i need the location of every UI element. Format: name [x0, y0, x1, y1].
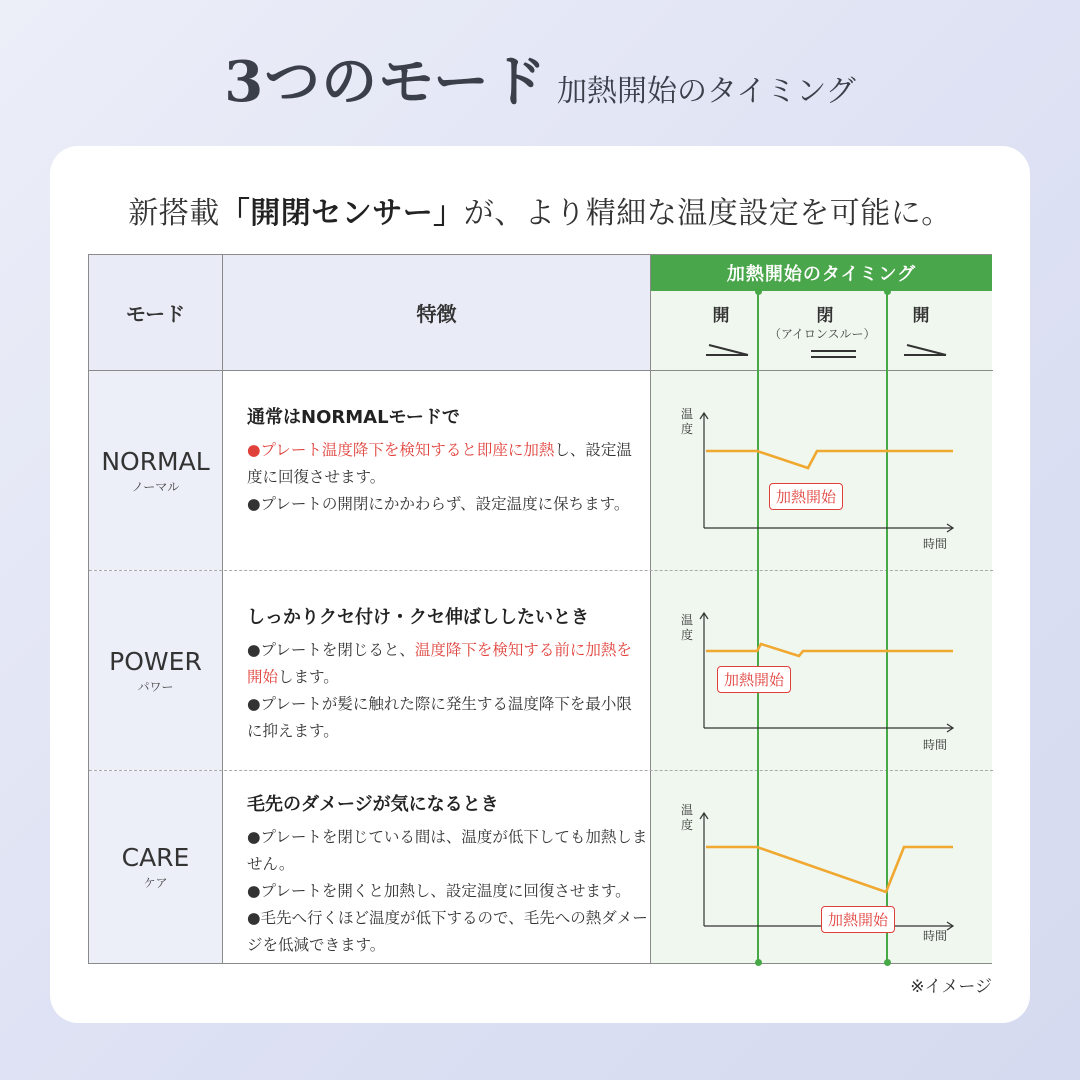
power-graph — [651, 571, 992, 770]
y-axis-label: 温度 — [681, 803, 694, 832]
header-mode: モード — [89, 255, 222, 370]
normal-description — [247, 403, 647, 518]
description-bullet: ●プレートを閉じている間は、温度が低下しても加熱しません。 — [247, 828, 648, 873]
tagline-post: が、より精細な温度設定を可能に。 — [463, 196, 952, 231]
mode-kana: ノーマル — [131, 479, 180, 494]
mode-power — [89, 571, 222, 770]
description-bullet — [247, 437, 647, 491]
description-title: 毛先のダメージが気になるとき — [247, 794, 499, 815]
mode-kana: ケア — [143, 876, 168, 890]
bullet-text: ●プレートを閉じると、 — [247, 641, 415, 659]
description-bullet: ●プレートを開くと加熱し、設定温度に回復させます。 — [247, 882, 631, 900]
bullet-text: し、設定温度に回復させます。 — [247, 441, 632, 486]
mode-care — [89, 771, 222, 963]
image-note: ※イメージ — [910, 977, 992, 997]
mode-table — [88, 254, 992, 964]
header-timing: 加熱開始のタイミング — [651, 255, 992, 291]
description-title: 通常はNORMALモードで — [247, 407, 460, 428]
description-bullet: ●プレートの開閉にかかわらず、設定温度に保ちます。 — [247, 495, 630, 513]
description-title: しっかりクセ付け・クセ伸ばししたいとき — [247, 607, 589, 628]
heat-start-label: 加熱開始 — [821, 906, 895, 933]
header-feature: 特徴 — [223, 255, 650, 370]
plate-open-icon-2 — [904, 345, 946, 355]
x-axis-label: 時間 — [923, 929, 948, 943]
page-subtitle: 加熱開始のタイミング — [556, 74, 856, 109]
state-open-2: 開 — [912, 306, 930, 326]
temperature-line — [706, 847, 953, 892]
timing-dot — [755, 288, 762, 295]
state-closed: 閉 — [816, 306, 834, 326]
temperature-line — [706, 644, 953, 656]
y-axis-label: 温度 — [681, 407, 694, 436]
highlight-text: 温度降下を検知する前に加熱を開始 — [247, 641, 632, 686]
plate-icons — [651, 255, 992, 370]
description-bullet — [247, 637, 647, 691]
tagline-pre: 新搭載 — [128, 196, 220, 231]
graph-axes — [700, 413, 953, 532]
mode-name: CARE — [121, 843, 190, 872]
description-bullet: ●毛先へ行くほど温度が低下するので、毛先への熱ダメージを低減できます。 — [247, 909, 648, 954]
care-graph — [651, 771, 992, 963]
divider — [222, 255, 223, 963]
description-bullet: ●プレートが髪に触れた際に発生する温度降下を最小限に抑えます。 — [247, 695, 632, 740]
normal-graph — [651, 371, 992, 570]
bullet-text: します。 — [278, 668, 339, 686]
timing-dot — [884, 288, 891, 295]
highlight-text: ●プレート温度降下を検知すると即座に加熱 — [247, 441, 555, 459]
mode-name: POWER — [109, 646, 202, 676]
plate-open-icon-1 — [706, 345, 748, 355]
page-header — [0, 38, 1080, 118]
mode-kana: パワー — [137, 679, 174, 694]
state-open-1: 開 — [712, 306, 730, 326]
care-description — [247, 790, 657, 959]
temperature-line — [706, 451, 953, 468]
power-description — [247, 603, 647, 745]
heat-start-label: 加熱開始 — [769, 483, 843, 510]
x-axis-label: 時間 — [923, 537, 948, 551]
tagline-bold: 「開閉センサー」 — [219, 196, 464, 231]
tagline — [50, 188, 1030, 232]
mode-normal — [89, 371, 222, 570]
state-closed-sub: （アイロンスルー） — [769, 327, 876, 341]
plate-closed-icon — [811, 351, 856, 357]
mode-name: NORMAL — [101, 446, 210, 476]
content-card — [50, 146, 1030, 1023]
heat-start-label: 加熱開始 — [717, 666, 791, 693]
x-axis-label: 時間 — [923, 738, 948, 752]
y-axis-label: 温度 — [681, 613, 694, 642]
page-title: 3つのモード — [224, 49, 547, 115]
